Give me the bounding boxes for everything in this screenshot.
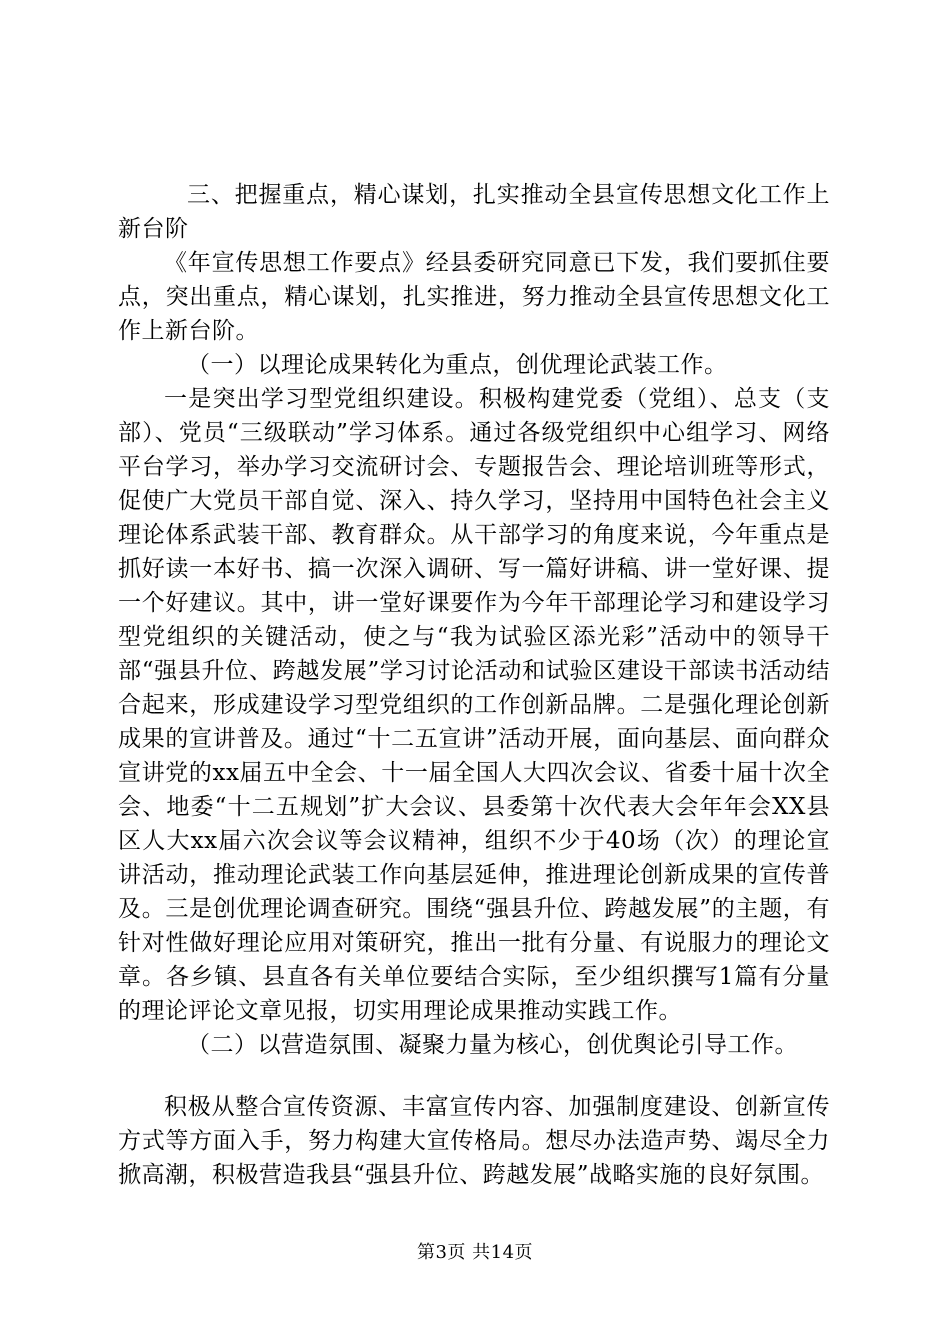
section-title: 三、把握重点，精心谋划，扎实推动全县宣传思想文化工作上新台阶 xyxy=(118,182,830,242)
page-number-footer: 第3页 共14页 xyxy=(416,1242,534,1263)
subsection-1-title: （一）以理论成果转化为重点，创优理论武装工作。 xyxy=(187,352,728,378)
subsection-2-body: 积极从整合宣传资源、丰富宣传内容、加强制度建设、创新宣传方式等方面入手，努力构建大宣传格局。想尽办法造声势、竭尽全力掀高潮，积极营造我县“强县升位、跨越发展”战略实施的良好氛围。 xyxy=(118,1094,830,1188)
document-body xyxy=(118,178,830,1062)
subsection-2-title: （二）以营造氛围、凝聚力量为核心，创优舆论引导工作。 xyxy=(187,1032,798,1058)
intro-paragraph: 《年宣传思想工作要点》经县委研究同意已下发，我们要抓住要点，突出重点，精心谋划，扎实推进，努力推动全县宣传思想文化工作上新台阶。 xyxy=(118,250,830,344)
subsection-1-body: 一是突出学习型党组织建设。积极构建党委（党组）、总支（支部）、党员“三级联动”学习体系。通过各级党组织中心组学习、网络平台学习，举办学习交流研讨会、专题报告会、理论培训班等形式，促使广大党员干部自觉、深入、持久学习，坚持用中国特色社会主义理论体系武装干部、教育群众。从干部学习的角度来说，今年重点是抓好读一本好书、搞一次深入调研、写一篇好讲稿、讲一堂好课、提一个好建议。其中，讲一堂好课要作为今年干部理论学习和建设学习型党组织的关键活动，使之与“我为试验区添光彩”活动中的领导干部“强县升位、跨越发展”学习讨论活动和试验区建设干部读书活动结合起来，形成建设学习型党组织的工作创新品牌。二是强化理论创新成果的宣讲普及。通过“十二五宣讲”活动开展，面向基层、面向群众宣讲党的xx届五中全会、十一届全国人大四次会议、省委十届十次全会、地委“十二五规划”扩大会议、县委第十次代表大会年年会XX县区人大xx届六次会议等会议精神，组织不少于40场（次）的理论宣讲活动，推动理论武装工作向基层延伸，推进理论创新成果的宣传普及。三是创优理论调查研究。围绕“强县升位、跨越发展”的主题，有针对性做好理论应用对策研究，推出一批有分量、有说服力的理论文章。各乡镇、县直各有关单位要结合实际，至少组织撰写1篇有分量的理论评论文章见报，切实用理论成果推动实践工作。 xyxy=(118,386,830,1024)
document-body-continued xyxy=(118,1090,830,1192)
